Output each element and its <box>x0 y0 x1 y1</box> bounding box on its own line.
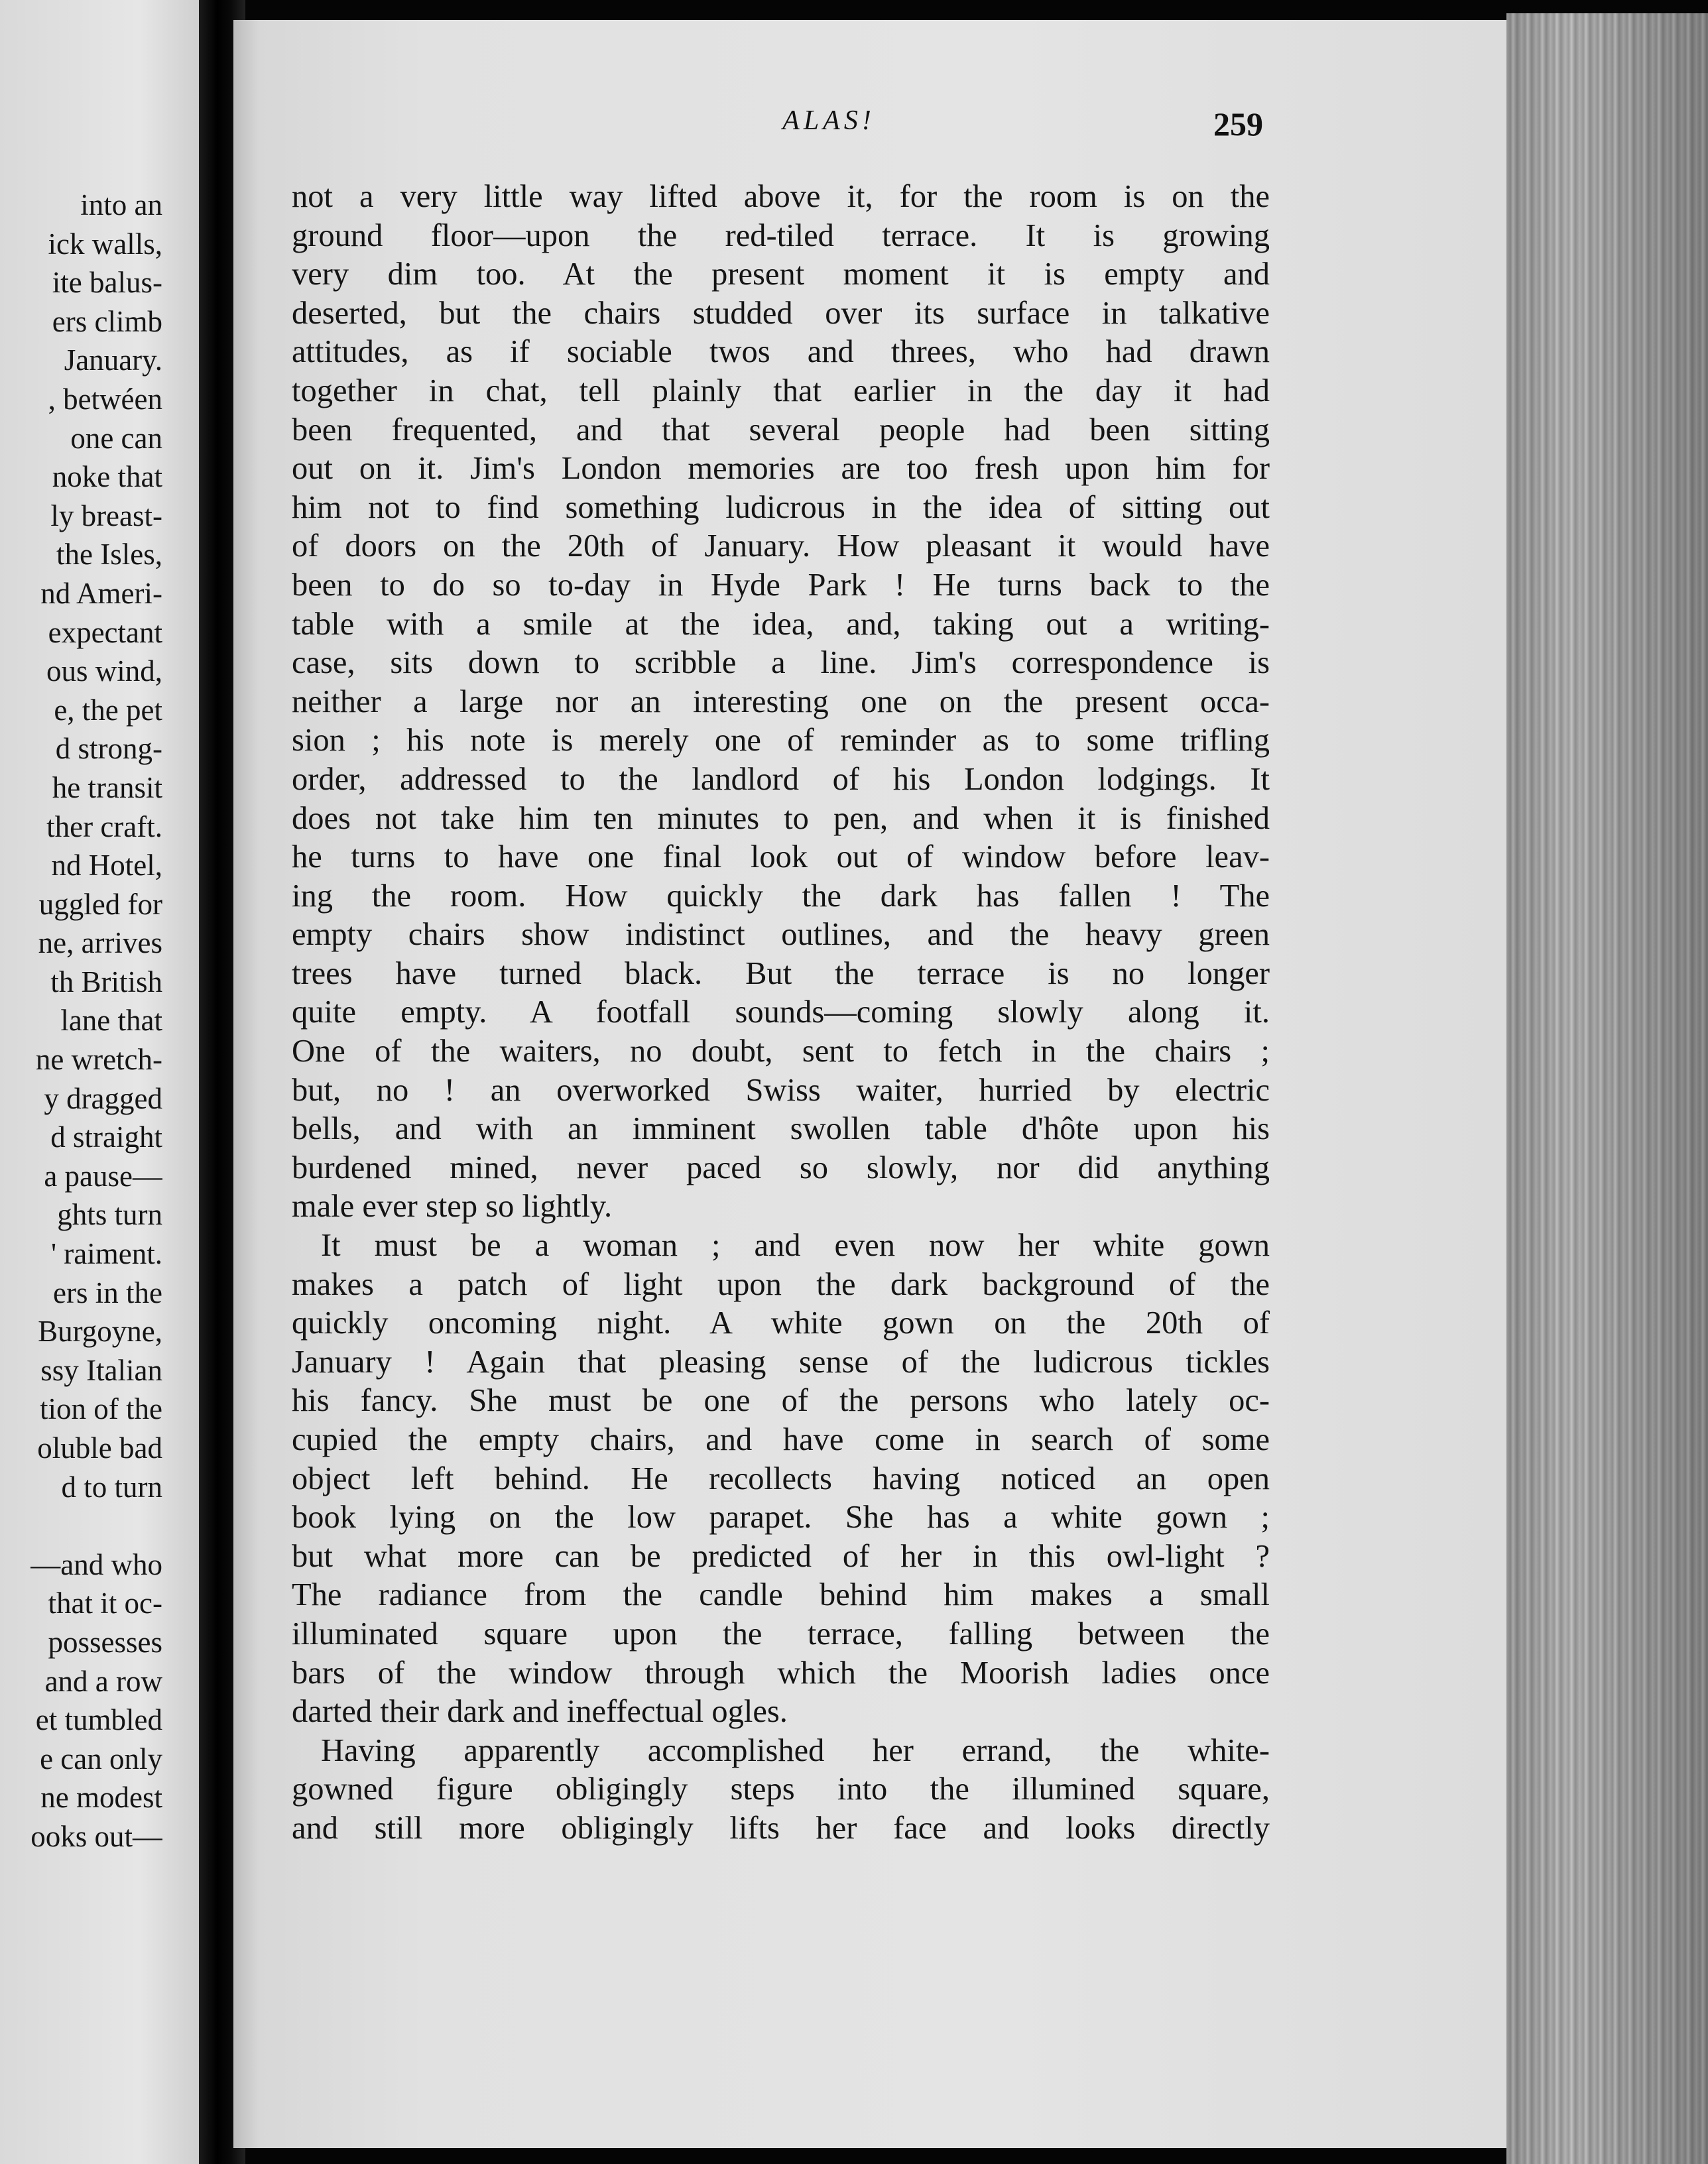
text-line: order, addressed to the landlord of his London lodgings. It <box>292 761 1270 797</box>
left-page-line: d straight <box>50 1120 162 1154</box>
left-page-line: ite balus- <box>52 266 162 300</box>
text-line: trees have turned black. But the terrace is no longer <box>292 955 1270 991</box>
left-page-line: tion of the <box>40 1392 162 1426</box>
left-page-line: noke that <box>52 460 162 494</box>
left-page-line: possesses <box>48 1625 162 1659</box>
running-head: ALAS! <box>782 105 875 136</box>
text-line: One of the waiters, no doubt, sent to fetch in the chairs ; <box>292 1034 1270 1069</box>
left-page-text <box>0 186 162 1856</box>
text-line: neither a large nor an interesting one on the present occa- <box>292 684 1270 719</box>
left-page-line: et tumbled <box>35 1703 162 1737</box>
left-page-line: he transit <box>52 770 162 804</box>
text-line: bells, and with an imminent swollen table d'hôte upon his <box>292 1111 1270 1147</box>
left-page-line: and a row <box>44 1664 162 1698</box>
left-page-line: ers in the <box>53 1276 162 1309</box>
left-page-line: e can only <box>40 1742 162 1775</box>
text-line: darted their dark and ineffectual ogles. <box>292 1694 788 1730</box>
text-line: quite empty. A footfall sounds—coming slowly along it. <box>292 994 1270 1030</box>
text-line: book lying on the low parapet. She has a white gown ; <box>292 1500 1270 1535</box>
left-page-line: ne, arrives <box>38 926 162 960</box>
text-line: been frequented, and that several people had been sitting <box>292 412 1270 448</box>
text-line: does not take him ten minutes to pen, and when it is finished <box>292 800 1270 836</box>
text-line: his fancy. She must be one of the persons who lately oc- <box>292 1383 1270 1419</box>
text-line: empty chairs show indistinct outlines, and the heavy green <box>292 917 1270 953</box>
left-page-line: th British <box>50 965 162 998</box>
page-number: 259 <box>1213 105 1263 143</box>
left-page-line: nd Ameri- <box>40 576 162 610</box>
text-line: illuminated square upon the terrace, falling between the <box>292 1616 1270 1652</box>
text-line: gowned figure obligingly steps into the illumined square, <box>292 1772 1270 1807</box>
left-page-line: one can <box>70 421 162 455</box>
text-line: attitudes, as if sociable twos and threes, who had drawn <box>292 334 1270 370</box>
text-line: ing the room. How quickly the dark has fallen ! The <box>292 878 1270 914</box>
left-page-line: ne modest <box>40 1781 162 1815</box>
text-line: ground floor—upon the red-tiled terrace. It is growing <box>292 217 1270 253</box>
text-line: bars of the window through which the Moorish ladies once <box>292 1655 1270 1691</box>
text-line: he turns to have one final look out of window before leav- <box>292 839 1270 875</box>
text-line: out on it. Jim's London memories are too fresh upon him for <box>292 451 1270 487</box>
left-page-line: d to turn <box>61 1470 162 1504</box>
left-page-line: d strong- <box>55 732 162 766</box>
left-page-line: the Isles, <box>56 538 162 571</box>
left-page-line: y dragged <box>44 1081 162 1115</box>
left-page-line: ly breast- <box>50 499 162 532</box>
left-page-line: —and who <box>30 1547 162 1581</box>
text-line: cupied the empty chairs, and have come in search of some <box>292 1422 1270 1457</box>
body-text <box>292 178 1270 1848</box>
text-line: table with a smile at the idea, and, taking out a writing- <box>292 606 1270 642</box>
left-page-line: into an <box>80 188 162 221</box>
text-line: case, sits down to scribble a line. Jim's correspondence is <box>292 645 1270 681</box>
text-line: but what more can be predicted of her in this owl-light ? <box>292 1538 1270 1574</box>
left-page-line: oluble bad <box>37 1431 162 1465</box>
left-page-line: ers climb <box>52 304 162 338</box>
text-line: him not to find something ludicrous in the idea of sitting out <box>292 489 1270 525</box>
text-line: but, no ! an overworked Swiss waiter, hurried by electric <box>292 1072 1270 1108</box>
paragraph <box>292 178 1270 1227</box>
left-page-line: ther craft. <box>46 810 162 843</box>
text-line: been to do so to-day in Hyde Park ! He turns back to the <box>292 567 1270 603</box>
left-page-line: January. <box>64 343 162 377</box>
left-page-line <box>0 1506 162 1545</box>
paragraph <box>292 1227 1270 1732</box>
text-line: sion ; his note is merely one of reminder as to some trifling <box>292 723 1270 758</box>
left-page-line: lane that <box>60 1004 162 1038</box>
text-line: very dim too. At the present moment it is empty and <box>292 257 1270 292</box>
text-line: object left behind. He recollects having noticed an open <box>292 1461 1270 1496</box>
left-page-line: that it oc- <box>48 1587 162 1620</box>
text-line: male ever step so lightly. <box>292 1189 613 1225</box>
text-line: Having apparently accomplished her errand, the white- <box>321 1732 1270 1768</box>
text-line: It must be a woman ; and even now her white gown <box>321 1228 1270 1264</box>
text-line: The radiance from the candle behind him makes a small <box>292 1577 1270 1613</box>
text-line: of doors on the 20th of January. How pleasant it would have <box>292 528 1270 564</box>
left-page <box>0 0 199 2164</box>
left-page-line: nd Hotel, <box>51 849 162 882</box>
left-page-line: e, the pet <box>54 693 162 727</box>
left-page-line: , betwéen <box>48 382 162 416</box>
text-line: not a very little way lifted above it, for the room is on the <box>292 179 1270 214</box>
text-line: burdened mined, never paced so slowly, nor did anything <box>292 1150 1270 1185</box>
text-line: January ! Again that pleasing sense of the ludicrous tickles <box>292 1344 1270 1380</box>
left-page-line: ick walls, <box>48 227 162 261</box>
left-page-line: ne wretch- <box>35 1043 162 1077</box>
left-page-line: Burgoyne, <box>38 1315 162 1349</box>
fore-edge-shadow <box>1506 13 1708 2164</box>
text-line: makes a patch of light upon the dark background of the <box>292 1266 1270 1302</box>
text-line: deserted, but the chairs studded over its surface in talkative <box>292 295 1270 331</box>
left-page-line: uggled for <box>38 887 162 921</box>
paragraph <box>292 1732 1270 1848</box>
text-line: together in chat, tell plainly that earlier in the day it had <box>292 373 1270 408</box>
left-page-line: expectant <box>48 615 162 649</box>
text-line: and still more obligingly lifts her face and looks directly <box>292 1810 1270 1846</box>
left-page-line: ghts turn <box>57 1198 162 1232</box>
left-page-line: ous wind, <box>46 654 162 688</box>
text-line: quickly oncoming night. A white gown on the 20th of <box>292 1305 1270 1341</box>
left-page-line: ' raiment. <box>50 1237 162 1271</box>
left-page-line: a pause— <box>44 1159 162 1193</box>
left-page-line: ooks out— <box>30 1819 162 1853</box>
left-page-line: ssy Italian <box>40 1353 162 1387</box>
